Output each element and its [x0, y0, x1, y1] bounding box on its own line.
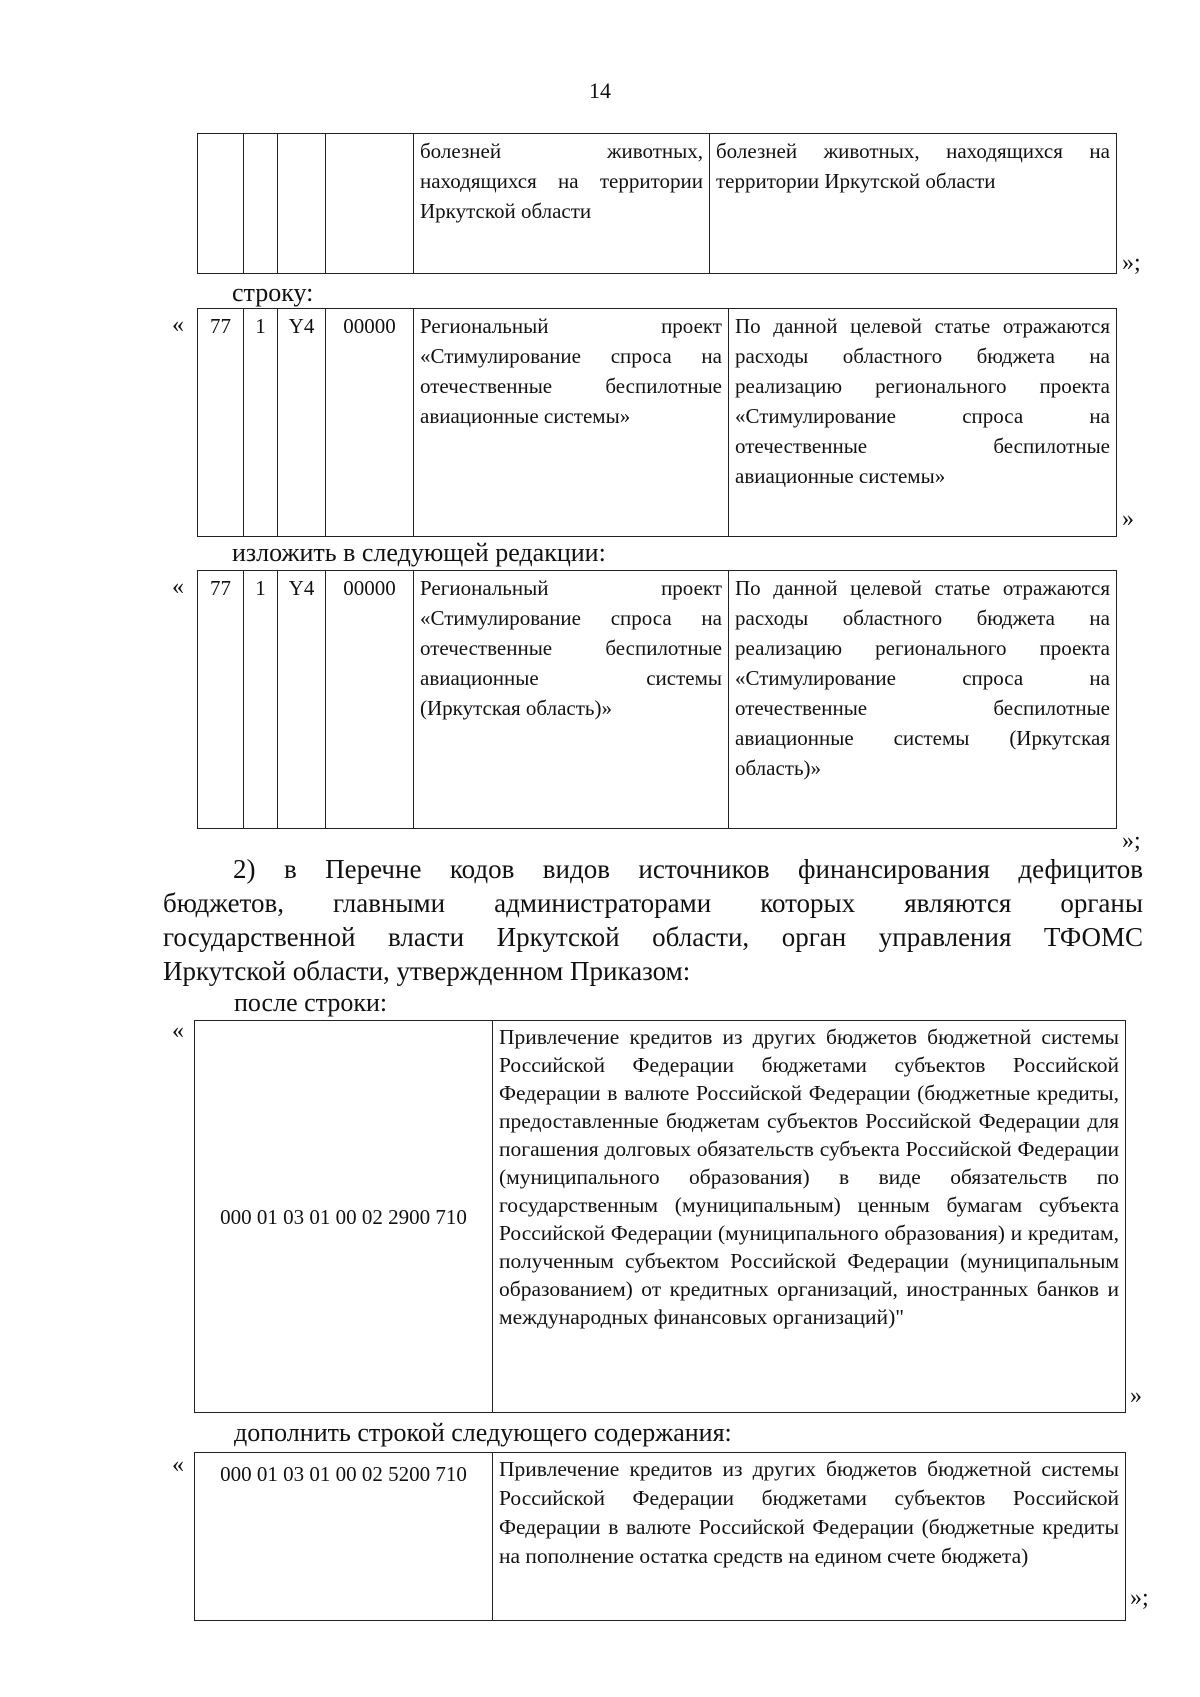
after-desc-cell: Привлечение кредитов из других бюджетов бюджетной системы Российской Федерации бюджетами субъектов Российской Федерации в валюте Российской Федерации (бюджетные кредиты, предоставленные бюджетам субъектов Российской Федерации для погашения долговых обязательств субъекта Российской Федерации (муниципального образования) в виде обязательств по государственным (муниципальным) ценным бумагам субъекта Российской Федерации (муниципального образования) и кредитам, полученным субъектом Российской Федерации (муниципальным образованием) от кредитных организаций, иностранных банков и международных финансовых организаций)" [493, 1021, 1126, 1413]
empty-cell [326, 134, 414, 274]
paragraph-line: государственной власти Иркутской области, орган управления ТФОМС [163, 922, 1143, 952]
paragraph-line: бюджетов, главными администраторами которых являются органы [163, 888, 1143, 918]
old-name-cell: Региональный проект «Стимулирование спроса на отечественные беспилотные авиационные системы» [414, 309, 729, 537]
empty-cell [198, 134, 244, 274]
page-number: 14 [589, 78, 611, 103]
code-cell-4: 00000 [326, 309, 414, 537]
new-desc-cell: По данной целевой статье отражаются расходы областного бюджета на реализацию регионального проекта «Стимулирование спроса на отечественные беспилотные авиационные системы (Иркутская область)» [729, 571, 1117, 829]
empty-cell [278, 134, 326, 274]
table-add-row [194, 1452, 1126, 1621]
continuation-name-cell: болезней животных, находящихся на территории Иркутской области [414, 134, 710, 274]
closing-quote: »; [1130, 1585, 1149, 1611]
code-cell-1: 77 [198, 571, 244, 829]
after-code-cell: 000 01 03 01 00 02 2900 710 [195, 1021, 493, 1413]
empty-cell [244, 134, 278, 274]
table-new-row [197, 570, 1117, 829]
old-desc-cell: По данной целевой статье отражаются расходы областного бюджета на реализацию регионального проекта «Стимулирование спроса на отечественные беспилотные авиационные системы» [729, 309, 1117, 537]
table-old-row [197, 308, 1117, 537]
opening-quote: « [172, 312, 184, 338]
label-redaction: изложить в следующей редакции: [232, 538, 606, 567]
label-supplement: дополнить строкой следующего содержания: [234, 1418, 732, 1447]
opening-quote: « [172, 574, 184, 600]
add-desc-cell: Привлечение кредитов из других бюджетов бюджетной системы Российской Федерации бюджетами субъектов Российской Федерации в валюте Российской Федерации (бюджетные кредиты на пополнение остатка средств на едином счете бюджета) [493, 1453, 1126, 1621]
add-code-cell: 000 01 03 01 00 02 5200 710 [195, 1453, 493, 1621]
label-after: после строки: [234, 988, 388, 1017]
continuation-desc-cell: болезней животных, находящихся на территории Иркутской области [710, 134, 1117, 274]
code-cell-4: 00000 [326, 571, 414, 829]
opening-quote: « [172, 1452, 184, 1478]
closing-quote: »; [1122, 828, 1141, 854]
code-cell-3: Y4 [278, 571, 326, 829]
closing-quote: » [1122, 506, 1134, 532]
label-stroku: строку: [232, 278, 314, 307]
paragraph-2 [163, 852, 1143, 988]
code-cell-2: 1 [244, 309, 278, 537]
table-continuation [197, 133, 1117, 274]
opening-quote: « [172, 1018, 184, 1044]
closing-quote: » [1130, 1383, 1142, 1409]
paragraph-line: Иркутской области, утвержденном Приказом: [163, 956, 691, 986]
table-after-row [194, 1020, 1126, 1413]
closing-quote: »; [1122, 250, 1141, 276]
new-name-cell: Региональный проект «Стимулирование спроса на отечественные беспилотные авиационные системы (Иркутская область)» [414, 571, 729, 829]
paragraph-line: 2) в Перечне кодов видов источников финансирования дефицитов [233, 854, 1143, 884]
code-cell-2: 1 [244, 571, 278, 829]
code-cell-3: Y4 [278, 309, 326, 537]
code-cell-1: 77 [198, 309, 244, 537]
